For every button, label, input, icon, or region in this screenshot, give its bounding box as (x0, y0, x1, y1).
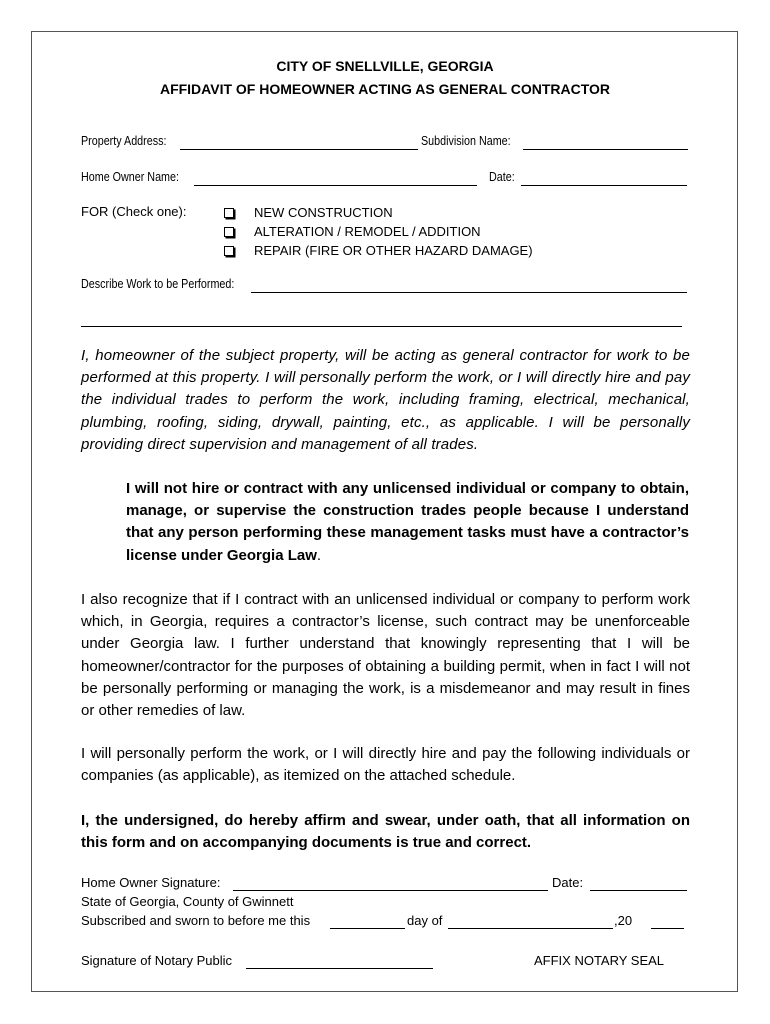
perform-work-paragraph: I will personally perform the work, or I will directly hire and pay the following individuals or companies (as applicable), as itemized on the attached schedule. (81, 745, 690, 785)
sworn-day-field[interactable] (330, 928, 405, 929)
unlicensed-contractor-paragraph: I will not hire or contract with any unlicensed individual or company to obtain, manage, or supervise the construction trades people because I understand that any person performing these management tasks must have a contractor’s license under Georgia Law. (126, 480, 689, 564)
checkbox-icon[interactable] (224, 227, 234, 237)
notary-signature-label: Signature of Notary Public (81, 953, 233, 968)
option-repair[interactable]: REPAIR (FIRE OR OTHER HAZARD DAMAGE) (224, 241, 533, 260)
sworn-label: Subscribed and sworn to before me this (81, 913, 311, 928)
home-owner-signature-field[interactable] (233, 890, 548, 891)
year-prefix-label: ,20 (614, 913, 633, 928)
signature-date-field[interactable] (590, 890, 687, 891)
home-owner-signature-label: Home Owner Signature: (81, 875, 221, 890)
oath-paragraph: I, the undersigned, do hereby affirm and swear, under oath, that all information on this form and on accompanying documents is true and correct. (81, 812, 690, 852)
recognition-paragraph: I also recognize that if I contract with an unlicensed individual or company to perform work which, in Georgia, requires a contractor’s license, such contract may be unenforceable under Georgia law. I further understand that knowingly representing that I will be homeowner/contractor for the purposes of obtaining a building permit, when in fact I will not be personally performing or managing the work, is a misdemeanor and may result in fines or other remedies of law. (81, 591, 690, 720)
affix-notary-seal-label: AFFIX NOTARY SEAL (534, 953, 665, 968)
sworn-year-field[interactable] (651, 928, 684, 929)
checkbox-icon[interactable] (224, 246, 234, 256)
homeowner-statement-paragraph: I, homeowner of the subject property, will be acting as general contractor for work to be performed at this property. I will personally perform the work, or I will directly hire and pay the individual trades to perform the work, including framing, electrical, mechanical, plumbing, roofing, siding, drywall, painting, etc., as applicable. I will be personally providing direct supervision and management of all trades. (81, 347, 690, 453)
home-owner-name-field[interactable] (194, 185, 477, 186)
checkbox-icon[interactable] (224, 208, 234, 218)
option-new-construction[interactable]: NEW CONSTRUCTION (224, 203, 393, 222)
notary-signature-field[interactable] (246, 968, 433, 969)
describe-work-field-line1[interactable] (251, 292, 687, 293)
date-label: Date: (489, 170, 515, 184)
subdivision-name-field[interactable] (523, 149, 688, 150)
property-address-label: Property Address: (81, 134, 167, 148)
document-title-city: CITY OF SNELLVILLE, GEORGIA (276, 58, 494, 74)
describe-work-field-line2[interactable] (81, 326, 682, 327)
document-title-affidavit: AFFIDAVIT OF HOMEOWNER ACTING AS GENERAL CONTRACTOR (159, 81, 611, 97)
date-field[interactable] (521, 185, 687, 186)
state-county-line: State of Georgia, County of Gwinnett (81, 894, 294, 909)
home-owner-name-label: Home Owner Name: (81, 170, 179, 184)
property-address-field[interactable] (180, 149, 418, 150)
signature-date-label: Date: (552, 875, 584, 890)
subdivision-name-label: Subdivision Name: (421, 134, 511, 148)
option-alteration[interactable]: ALTERATION / REMODEL / ADDITION (224, 222, 481, 241)
day-of-label: day of (407, 913, 443, 928)
describe-work-label: Describe Work to be Performed: (81, 277, 235, 291)
sworn-month-field[interactable] (448, 928, 613, 929)
for-check-one-label: FOR (Check one): (81, 204, 187, 219)
